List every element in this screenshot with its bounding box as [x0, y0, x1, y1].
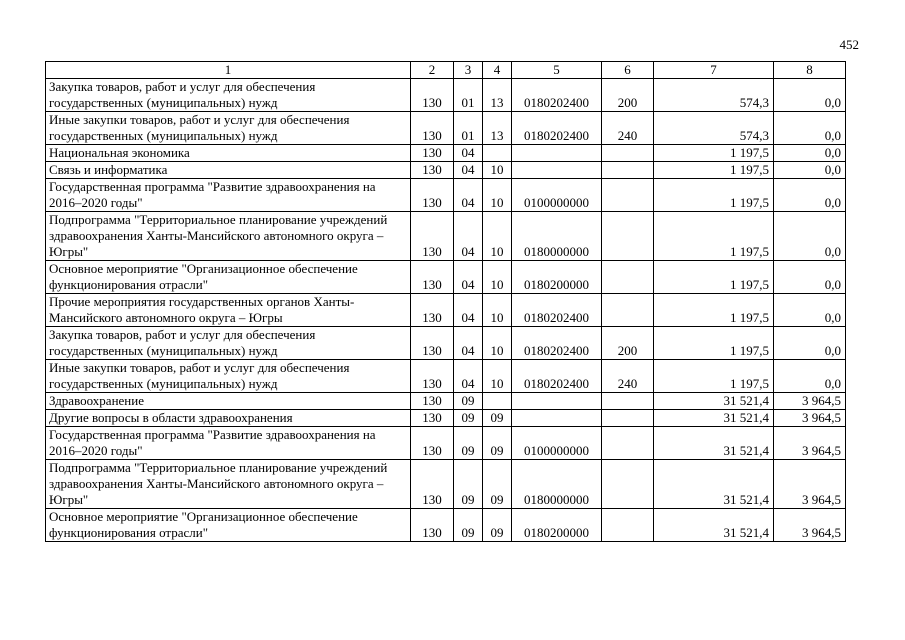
- target-article-cell: 0180202400: [512, 294, 602, 327]
- section-code-cell: 01: [454, 79, 483, 112]
- header-cell: 5: [512, 62, 602, 79]
- subsection-code-cell: [483, 145, 512, 162]
- row-name-cell: Подпрограмма "Территориальное планирование учреждений здравоохранения Ханты-Мансийского автономного округа – Югры": [46, 212, 411, 261]
- target-article-cell: [512, 410, 602, 427]
- header-cell: 4: [483, 62, 512, 79]
- expense-type-cell: [602, 261, 654, 294]
- header-cell: 8: [774, 62, 846, 79]
- amount-subvention-cell: 0,0: [774, 162, 846, 179]
- table-row: [46, 212, 846, 261]
- amount-subvention-cell: 0,0: [774, 327, 846, 360]
- amount-subvention-cell: 0,0: [774, 145, 846, 162]
- header-cell: 6: [602, 62, 654, 79]
- admin-code-cell: 130: [411, 393, 454, 410]
- expense-type-cell: [602, 145, 654, 162]
- table-row: [46, 460, 846, 509]
- header-cell: 7: [654, 62, 774, 79]
- table-row: [46, 79, 846, 112]
- subsection-code-cell: 09: [483, 410, 512, 427]
- row-name-cell: Другие вопросы в области здравоохранения: [46, 410, 411, 427]
- admin-code-cell: 130: [411, 327, 454, 360]
- admin-code-cell: 130: [411, 261, 454, 294]
- amount-cell: 1 197,5: [654, 145, 774, 162]
- table-row: [46, 261, 846, 294]
- subsection-code-cell: 13: [483, 79, 512, 112]
- amount-subvention-cell: 3 964,5: [774, 410, 846, 427]
- table-row: [46, 162, 846, 179]
- subsection-code-cell: 09: [483, 509, 512, 542]
- row-name-cell: Иные закупки товаров, работ и услуг для обеспечения государственных (муниципальных) нужд: [46, 360, 411, 393]
- target-article-cell: 0180000000: [512, 460, 602, 509]
- row-name-cell: Подпрограмма "Территориальное планирование учреждений здравоохранения Ханты-Мансийского автономного округа – Югры": [46, 460, 411, 509]
- target-article-cell: 0180200000: [512, 509, 602, 542]
- expense-type-cell: [602, 212, 654, 261]
- page-number: 452: [839, 37, 859, 52]
- table-row: [46, 112, 846, 145]
- subsection-code-cell: 13: [483, 112, 512, 145]
- admin-code-cell: 130: [411, 410, 454, 427]
- section-code-cell: 04: [454, 212, 483, 261]
- amount-cell: 31 521,4: [654, 509, 774, 542]
- section-code-cell: 04: [454, 327, 483, 360]
- expense-type-cell: [602, 179, 654, 212]
- row-name-cell: Связь и информатика: [46, 162, 411, 179]
- amount-subvention-cell: 0,0: [774, 360, 846, 393]
- amount-cell: 1 197,5: [654, 294, 774, 327]
- section-code-cell: 09: [454, 509, 483, 542]
- row-name-cell: Иные закупки товаров, работ и услуг для обеспечения государственных (муниципальных) нужд: [46, 112, 411, 145]
- section-code-cell: 04: [454, 179, 483, 212]
- target-article-cell: 0180200000: [512, 261, 602, 294]
- amount-subvention-cell: 0,0: [774, 179, 846, 212]
- admin-code-cell: 130: [411, 112, 454, 145]
- admin-code-cell: 130: [411, 294, 454, 327]
- target-article-cell: [512, 393, 602, 410]
- target-article-cell: 0100000000: [512, 179, 602, 212]
- subsection-code-cell: 10: [483, 360, 512, 393]
- table-row: [46, 360, 846, 393]
- amount-cell: 1 197,5: [654, 162, 774, 179]
- amount-subvention-cell: 0,0: [774, 294, 846, 327]
- amount-cell: 1 197,5: [654, 360, 774, 393]
- table-row: [46, 427, 846, 460]
- amount-subvention-cell: 3 964,5: [774, 460, 846, 509]
- admin-code-cell: 130: [411, 179, 454, 212]
- table-header: [46, 62, 846, 79]
- row-name-cell: Основное мероприятие "Организационное обеспечение функционирования отрасли": [46, 509, 411, 542]
- table-body: [46, 79, 846, 542]
- header-cell: 1: [46, 62, 411, 79]
- section-code-cell: 09: [454, 427, 483, 460]
- budget-table: [45, 61, 846, 542]
- target-article-cell: 0180202400: [512, 79, 602, 112]
- row-name-cell: Закупка товаров, работ и услуг для обеспечения государственных (муниципальных) нужд: [46, 327, 411, 360]
- expense-type-cell: 200: [602, 79, 654, 112]
- amount-subvention-cell: 0,0: [774, 212, 846, 261]
- header-cell: 3: [454, 62, 483, 79]
- subsection-code-cell: 09: [483, 460, 512, 509]
- admin-code-cell: 130: [411, 427, 454, 460]
- target-article-cell: 0100000000: [512, 427, 602, 460]
- amount-subvention-cell: 0,0: [774, 112, 846, 145]
- admin-code-cell: 130: [411, 79, 454, 112]
- section-code-cell: 04: [454, 261, 483, 294]
- amount-subvention-cell: 0,0: [774, 261, 846, 294]
- amount-cell: 31 521,4: [654, 410, 774, 427]
- subsection-code-cell: 10: [483, 212, 512, 261]
- amount-cell: 1 197,5: [654, 179, 774, 212]
- table-row: [46, 294, 846, 327]
- expense-type-cell: [602, 410, 654, 427]
- row-name-cell: Прочие мероприятия государственных органов Ханты-Мансийского автономного округа – Югры: [46, 294, 411, 327]
- header-cell: 2: [411, 62, 454, 79]
- target-article-cell: [512, 145, 602, 162]
- section-code-cell: 01: [454, 112, 483, 145]
- row-name-cell: Государственная программа "Развитие здравоохранения на 2016–2020 годы": [46, 179, 411, 212]
- table-row: [46, 410, 846, 427]
- expense-type-cell: 200: [602, 327, 654, 360]
- admin-code-cell: 130: [411, 145, 454, 162]
- subsection-code-cell: [483, 393, 512, 410]
- table-row: [46, 327, 846, 360]
- section-code-cell: 04: [454, 145, 483, 162]
- expense-type-cell: [602, 162, 654, 179]
- table-row: [46, 179, 846, 212]
- section-code-cell: 09: [454, 460, 483, 509]
- amount-cell: 31 521,4: [654, 427, 774, 460]
- amount-subvention-cell: 3 964,5: [774, 509, 846, 542]
- expense-type-cell: [602, 509, 654, 542]
- target-article-cell: [512, 162, 602, 179]
- subsection-code-cell: 10: [483, 179, 512, 212]
- admin-code-cell: 130: [411, 460, 454, 509]
- section-code-cell: 09: [454, 410, 483, 427]
- amount-cell: 31 521,4: [654, 460, 774, 509]
- target-article-cell: 0180202400: [512, 360, 602, 393]
- amount-cell: 1 197,5: [654, 261, 774, 294]
- expense-type-cell: 240: [602, 360, 654, 393]
- amount-subvention-cell: 3 964,5: [774, 393, 846, 410]
- table-row: [46, 393, 846, 410]
- amount-subvention-cell: 3 964,5: [774, 427, 846, 460]
- amount-cell: 1 197,5: [654, 327, 774, 360]
- expense-type-cell: [602, 460, 654, 509]
- row-name-cell: Национальная экономика: [46, 145, 411, 162]
- section-code-cell: 04: [454, 294, 483, 327]
- header-row: [46, 62, 846, 79]
- amount-cell: 31 521,4: [654, 393, 774, 410]
- admin-code-cell: 130: [411, 360, 454, 393]
- row-name-cell: Здравоохранение: [46, 393, 411, 410]
- target-article-cell: 0180202400: [512, 327, 602, 360]
- subsection-code-cell: 10: [483, 327, 512, 360]
- expense-type-cell: [602, 294, 654, 327]
- admin-code-cell: 130: [411, 212, 454, 261]
- subsection-code-cell: 10: [483, 294, 512, 327]
- table-row: [46, 509, 846, 542]
- target-article-cell: 0180000000: [512, 212, 602, 261]
- section-code-cell: 04: [454, 162, 483, 179]
- table-row: [46, 145, 846, 162]
- amount-cell: 574,3: [654, 79, 774, 112]
- amount-cell: 1 197,5: [654, 212, 774, 261]
- expense-type-cell: [602, 393, 654, 410]
- subsection-code-cell: 10: [483, 162, 512, 179]
- admin-code-cell: 130: [411, 509, 454, 542]
- amount-cell: 574,3: [654, 112, 774, 145]
- row-name-cell: Закупка товаров, работ и услуг для обеспечения государственных (муниципальных) нужд: [46, 79, 411, 112]
- section-code-cell: 09: [454, 393, 483, 410]
- admin-code-cell: 130: [411, 162, 454, 179]
- subsection-code-cell: 10: [483, 261, 512, 294]
- amount-subvention-cell: 0,0: [774, 79, 846, 112]
- row-name-cell: Основное мероприятие "Организационное обеспечение функционирования отрасли": [46, 261, 411, 294]
- subsection-code-cell: 09: [483, 427, 512, 460]
- expense-type-cell: 240: [602, 112, 654, 145]
- target-article-cell: 0180202400: [512, 112, 602, 145]
- row-name-cell: Государственная программа "Развитие здравоохранения на 2016–2020 годы": [46, 427, 411, 460]
- section-code-cell: 04: [454, 360, 483, 393]
- expense-type-cell: [602, 427, 654, 460]
